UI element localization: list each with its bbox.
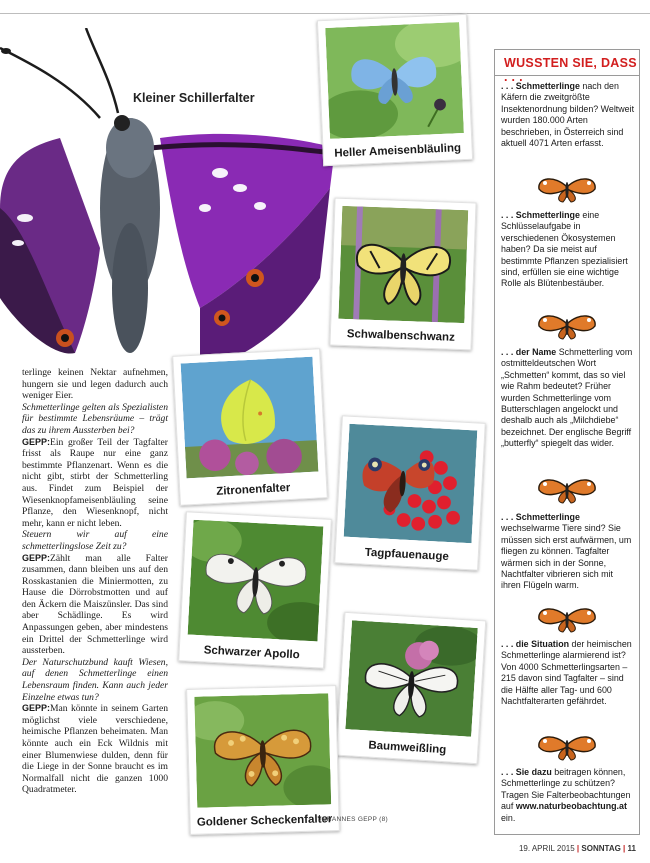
- butterfly-icon: [533, 173, 601, 203]
- photo-caption: Baumweißling: [368, 739, 447, 757]
- top-rule: [0, 13, 650, 14]
- photo-schwalbenschwanz: [329, 198, 476, 351]
- footer-separator: |: [576, 844, 580, 853]
- butterfly-icon: [533, 310, 601, 340]
- sidebar-title: WUSSTEN SIE, DASS . . .: [495, 50, 639, 76]
- interview-answer: GEPP:Ein großer Teil der Tagfalter frisst als Raupe nur eine ganz bestimmte Pflanzenart. Wenn es die nicht gibt, stirbt der Schmetterling aus. Findet zum Beispiel der Wiesenknopfameisenbläuling seine Pflanze, den Wiesenknopf, nicht mehr, kann er nicht leben.: [22, 436, 168, 529]
- photo-caption: Schwalbenschwanz: [346, 328, 456, 344]
- butterfly-icon: [533, 731, 601, 761]
- photo-image: [345, 620, 477, 736]
- butterfly-icon: [533, 474, 601, 504]
- photo-zitronenfalter: [172, 348, 328, 506]
- photo-baumweissling: [336, 612, 487, 764]
- website-link[interactable]: www.naturbeobachtung.at: [515, 801, 627, 812]
- fact-item: . . . Schmetterlinge eine Schlüsselaufgabe in verschiedenen Ökosystemen haben? Da sie meist auf bestimmte Pflanzen spezialisiert sind, erfüllen sie eine wichtige Rolle als Blütenbestäuber.: [501, 210, 628, 289]
- photo-image: [338, 206, 468, 323]
- hero-butterfly-image: [0, 28, 340, 368]
- interview-question: Der Naturschutzbund kauft Wiesen, auf denen Schmetterlinge einen Lebensraum finden. Kann auch jeder Einzelne etwas tun?: [22, 656, 168, 703]
- fact-item: . . . Schmetterlinge wechselwarme Tiere sind? Sie müssen sich erst aufwärmen, um fliegen zu können. Tagfalter wärmen sich in der Sonne, Nachtfalter vibrieren sich mit ihren Flügeln warm.: [501, 512, 632, 591]
- speaker-label: GEPP:: [22, 552, 51, 563]
- page-number: 11: [627, 844, 636, 853]
- photo-caption: Zitronenfalter: [215, 481, 291, 498]
- photo-image: [188, 520, 324, 642]
- photo-tagpfauenauge: [334, 415, 486, 570]
- issue-date: 19. APRIL 2015: [518, 844, 575, 853]
- speaker-label: GEPP:: [22, 436, 51, 447]
- interview-answer: GEPP:Zählt man alle Falter zusammen, dann bleiben uns auf den Rosskastanien die Miniermotten, zu Hause die Dörrobstmotten und auf den Äckern die Maiszünsler. Das sind aber Schädlinge. Es wird Anpassungen geben, aber mindestens ein Drittel der Schmetterlinge wird aussterben.: [22, 552, 168, 657]
- interview-answer: GEPP:Man könnte in seinem Garten möglichst viele verschiedene, heimische Pflanzen beheimaten. Man könnte auch ein Eck Wildnis mit einer Blumenwiese dulden, denn für die Liege in der Sonne braucht es im Normalfall nicht die ganzen 1000 Quadratmeter.: [22, 703, 168, 796]
- photo-image: [325, 22, 464, 139]
- fact-item: . . . Sie dazu beitragen können, Schmetterlinge zu schützen? Tragen Sie Falterbeobachtungen auf www.naturbeobachtung.at ein.: [501, 767, 631, 823]
- photo-heller-ameisenblaeuling: [317, 14, 473, 166]
- photo-caption: Schwarzer Apollo: [203, 644, 300, 662]
- butterfly-icon: [533, 603, 601, 633]
- article-paragraph: terlinge keinen Nektar aufnehmen, hungern sie und legen dadurch auch weniger Eier.: [22, 367, 168, 402]
- fact-item: . . . die Situation der heimischen Schmetterlinge alarmierend ist? Von 4000 Schmetterlingsarten – 215 davon sind Tagfalter – sind die Hälfte aller Tag- und 600 Nachtfalterarten gefährdet.: [501, 639, 632, 707]
- fact-sidebar: [494, 49, 640, 835]
- hero-label: Kleiner Schillerfalter: [133, 91, 255, 105]
- photo-caption: Goldener Scheckenfalter: [196, 813, 333, 829]
- photo-image: [181, 357, 319, 479]
- fact-item: . . . der Name Schmetterling vom ostmitteldeutschen Wort „Schmetten“ kommt, das so viel wie Rahm bedeutet? Früher wurden Schmetterlinge vom Butterschlagen angelockt und deshalb auch als „Milchdiebe“ bezeichnet. Der englische Begriff „butterfly“ spiegelt das wider.: [501, 347, 633, 449]
- interview-question: Steuern wir auf eine schmetterlingslose Zeit zu?: [22, 529, 168, 552]
- speaker-label: GEPP:: [22, 703, 51, 714]
- photo-caption: Tagpfauenauge: [364, 546, 450, 564]
- photo-schwarzer-apollo: [178, 511, 332, 668]
- page-footer: [519, 844, 636, 853]
- photo-caption: Heller Ameisenbläuling: [334, 142, 462, 160]
- photo-goldener-scheckenfalter: [186, 685, 340, 835]
- fact-item: . . . Schmetterlinge nach den Käfern die zweitgrößte Insektenordnung bilden? Weltweit wurden 180.000 Arten beschrieben, in Österreich sind aktuell 4071 Arten erfasst.: [501, 81, 635, 149]
- footer-separator: |: [623, 844, 626, 853]
- photo-image: [194, 693, 331, 807]
- article-body: [22, 367, 168, 796]
- photo-credit: JOHANNES GEPP (8): [318, 816, 388, 823]
- photo-image: [344, 424, 478, 544]
- interview-question: Schmetterlinge gelten als Spezialisten für bestimmte Lebensräume – trägt das zu ihrem Aussterben bei?: [22, 401, 168, 436]
- section-name: SONNTAG: [581, 844, 621, 853]
